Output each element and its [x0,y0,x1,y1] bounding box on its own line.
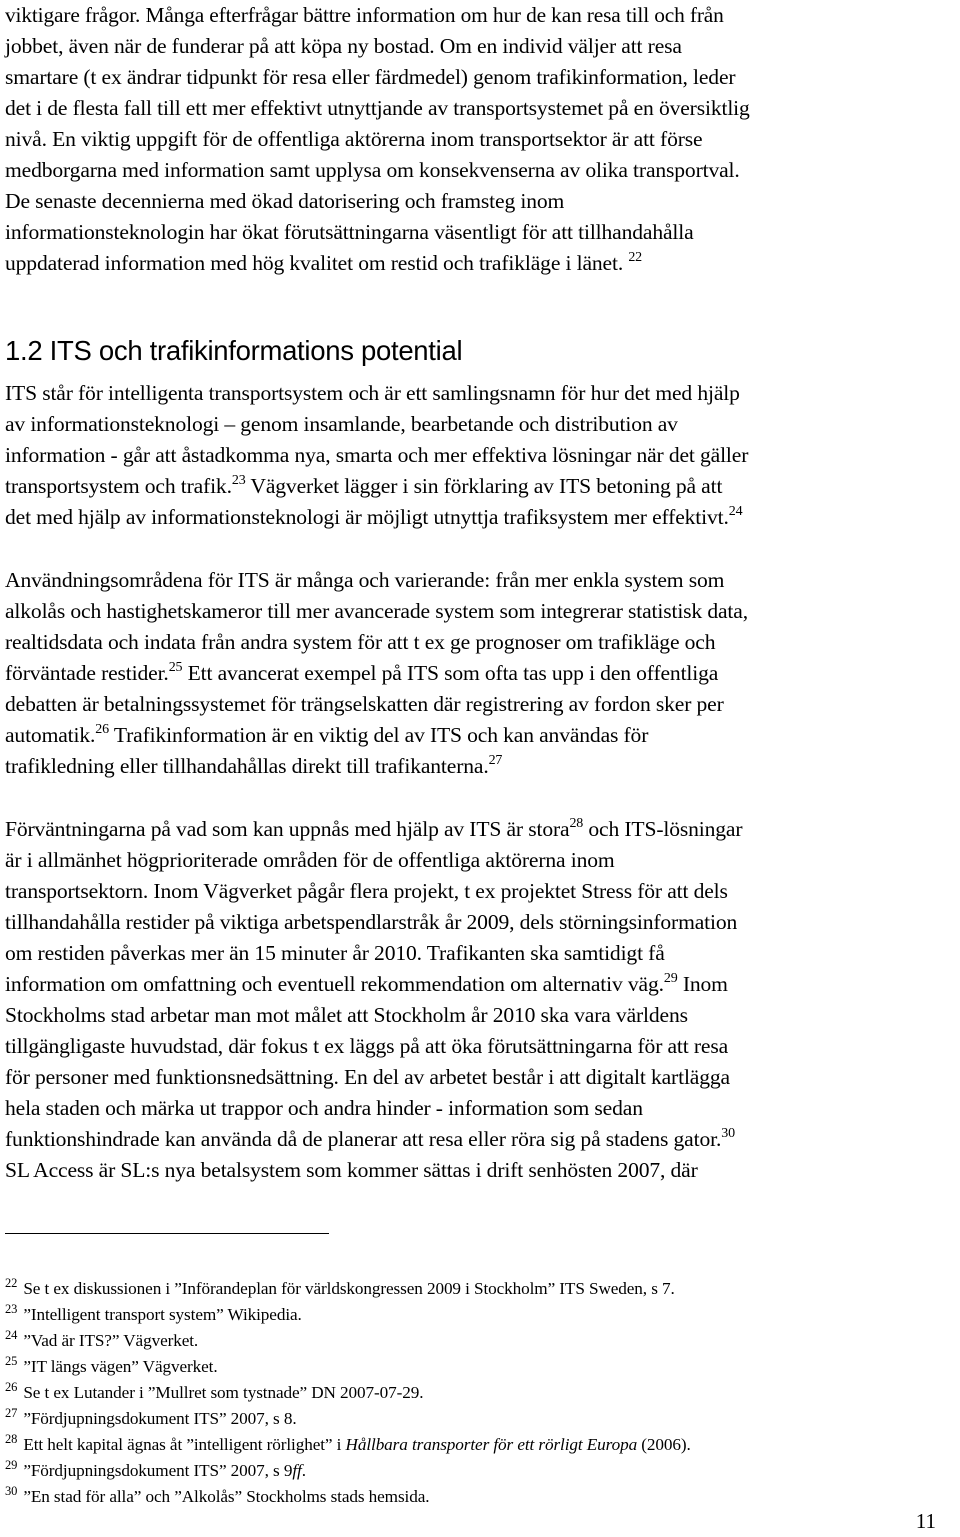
page-number: 11 [915,1509,936,1533]
footnote-number: 30 [5,1484,18,1498]
footnote-text: ”IT längs vägen” Vägverket. [23,1357,218,1376]
footnote [5,1486,429,1509]
body-line [5,1155,698,1185]
footnote [5,1408,297,1431]
body-line [5,124,702,154]
footnote-number: 29 [5,1458,18,1472]
body-line [5,186,564,216]
body-line [5,155,740,185]
text-run: det i de flesta fall till ett mer effektivt utnyttjande av transportsystemet på en översiktlig [5,96,750,120]
text-run: jobbet, även när de funderar på att köpa ny bostad. Om en individ väljer att resa [5,34,682,58]
body-line [5,565,724,595]
text-run: det med hjälp av informationsteknologi är möjligt utnyttja trafiksystem mer effektivt. [5,505,729,529]
text-run: Trafikinformation är en viktig del av ITS och kan användas för [108,723,649,747]
body-line [5,938,665,968]
body-line [5,502,742,536]
text-run: transportsektorn. Inom Vägverket pågår flera projekt, t ex projektet Stress för att dels [5,879,728,903]
text-run: Stockholms stad arbetar man mot målet att Stockholm år 2010 ska vara världens [5,1003,688,1027]
text-run: transportsystem och trafik. [5,474,232,498]
body-line [5,751,502,785]
footnote-text: (2006). [637,1435,691,1454]
footnote [5,1434,691,1457]
footnote-text: ”Vad är ITS?” Vägverket. [23,1331,199,1350]
text-run: tillhandahålla restider på viktiga arbetspendlarstråk år 2009, dels störningsinformation [5,910,738,934]
footnote-number: 24 [5,1328,18,1342]
body-line [5,1031,728,1061]
text-run: information om omfattning och eventuell rekommendation om alternativ väg. [5,972,664,996]
footnote-ref[interactable]: 25 [168,660,183,675]
body-line [5,627,715,657]
footnote [5,1356,218,1379]
text-run: realtidsdata och indata från andra system för att t ex ge prognoser om trafikläge och [5,630,716,654]
footnote-ref[interactable]: 22 [628,250,643,265]
text-run: Användningsområdena för ITS är många och varierande: från mer enkla system som [5,568,725,592]
text-run: SL Access är SL:s nya betalsystem som kommer sättas i drift senhösten 2007, där [5,1158,698,1182]
body-line [5,814,742,848]
footnote-ref[interactable]: 24 [728,504,743,519]
body-line [5,969,728,1003]
body-line [5,93,750,123]
footnote-text: ”Intelligent transport system” Wikipedia. [23,1305,302,1324]
body-line [5,1062,730,1092]
footnote-ref[interactable]: 23 [231,473,246,488]
footnote-number: 27 [5,1406,18,1420]
text-run: nivå. En viktig uppgift för de offentliga aktörerna inom transportsektor är att förse [5,127,703,151]
footnote-number: 22 [5,1276,18,1290]
text-run: medborgarna med information samt upplysa om konsekvenserna av olika transportval. [5,158,740,182]
body-line [5,596,748,626]
text-run: för personer med funktionsnedsättning. En del av arbetet består i att digitalt kartlägga [5,1065,730,1089]
text-run: alkolås och hastighetskameror till mer avancerade system som integrerar statistisk data, [5,599,748,623]
footnote-number: 25 [5,1354,18,1368]
footnote-text: ”En stad för alla” och ”Alkolås” Stockholms stads hemsida. [23,1487,430,1506]
footnote-ref[interactable]: 27 [488,753,503,768]
text-run: uppdaterad information med hög kvalitet om restid och trafikläge i länet. [5,251,624,275]
footnote-number: 28 [5,1432,18,1446]
footnote-italic: ff [292,1461,302,1480]
footnote [5,1304,302,1327]
body-line [5,1000,688,1030]
footnote [5,1460,306,1483]
footnote [5,1330,198,1353]
body-line [5,720,648,754]
body-line [5,217,694,247]
body-line [5,378,740,408]
text-run: förväntade restider. [5,661,169,685]
footnote-ref[interactable]: 29 [663,971,678,986]
section-heading: 1.2 ITS och trafikinformations potential [5,335,463,366]
text-run: tillgängligaste huvudstad, där fokus t ex läggs på att öka förutsättningarna för att resa [5,1034,729,1058]
text-run: trafikledning eller tillhandahållas direkt till trafikanterna. [5,754,489,778]
footnote-text: Ett helt kapital ägnas åt ”intelligent rörlighet” i [23,1435,346,1454]
text-run: debatten är betalningssystemet för trängselskatten där registrering av fordon sker per [5,692,724,716]
body-line [5,0,724,30]
text-run: om restiden påverkas mer än 15 minuter år 2010. Trafikanten ska samtidigt få [5,941,665,965]
footnote-text: Se t ex diskussionen i ”Införandeplan för världskongressen 2009 i Stockholm” ITS Sweden, s 7. [23,1279,675,1298]
footnote [5,1382,423,1405]
body-line [5,689,724,719]
text-run: Vägverket lägger i sin förklaring av ITS betoning på att [245,474,723,498]
text-run: är i allmänhet högprioriterade områden för de offentliga aktörerna inom [5,848,615,872]
body-line [5,876,728,906]
text-run: ITS står för intelligenta transportsystem och är ett samlingsnamn för hur det med hjälp [5,381,740,405]
footnote [5,1278,675,1301]
footnote-ref[interactable]: 26 [95,722,109,737]
body-line [5,31,682,61]
body-line [5,845,615,875]
body-line [5,1093,643,1123]
text-run: automatik. [5,723,96,747]
footnote-title-italic: Hållbara transporter för ett rörligt Europa [345,1435,638,1454]
text-run: av informationsteknologi – genom insamlande, bearbetande och distribution av [5,412,678,436]
text-run: hela staden och märka ut trappor och andra hinder - information som sedan [5,1096,643,1120]
text-run: informationsteknologin har ökat förutsättningarna väsentligt för att tillhandahålla [5,220,694,244]
footnote-separator [5,1233,329,1234]
footnote-ref[interactable]: 30 [721,1126,735,1141]
text-run: smartare (t ex ändrar tidpunkt för resa eller färdmedel) genom trafikinformation, leder [5,65,736,89]
text-run: funktionshindrade kan använda då de planerar att resa eller röra sig på stadens gator. [5,1127,722,1151]
body-line [5,62,735,92]
body-line [5,1124,735,1158]
footnote-text: Se t ex Lutander i ”Mullret som tystnade” DN 2007-07-29. [23,1383,424,1402]
footnote-text: ”Fördjupningsdokument ITS” 2007, s 8. [23,1409,297,1428]
footnote-number: 26 [5,1380,18,1394]
body-line [5,409,678,439]
text-run: viktigare frågor. Många efterfrågar bättre information om hur de kan resa till och från [5,3,724,27]
text-run: Förväntningarna på vad som kan uppnås med hjälp av ITS är stora [5,817,570,841]
body-line [5,907,737,937]
footnote-text: ”Fördjupningsdokument ITS” 2007, s 9 [23,1461,293,1480]
body-line [5,471,722,505]
footnote-ref[interactable]: 28 [569,816,584,831]
text-run: och ITS-lösningar [583,817,743,841]
footnote-number: 23 [5,1302,18,1316]
footnote-text: . [301,1461,306,1480]
text-run: information - går att åstadkomma nya, smarta och mer effektiva lösningar när det gäller [5,443,749,467]
text-run: De senaste decennierna med ökad datorisering och framsteg inom [5,189,565,213]
text-run: Ett avancerat exempel på ITS som ofta tas upp i den offentliga [182,661,719,685]
body-line [5,658,718,692]
text-run: Inom [677,972,728,996]
body-line [5,440,748,470]
body-line [5,248,642,282]
